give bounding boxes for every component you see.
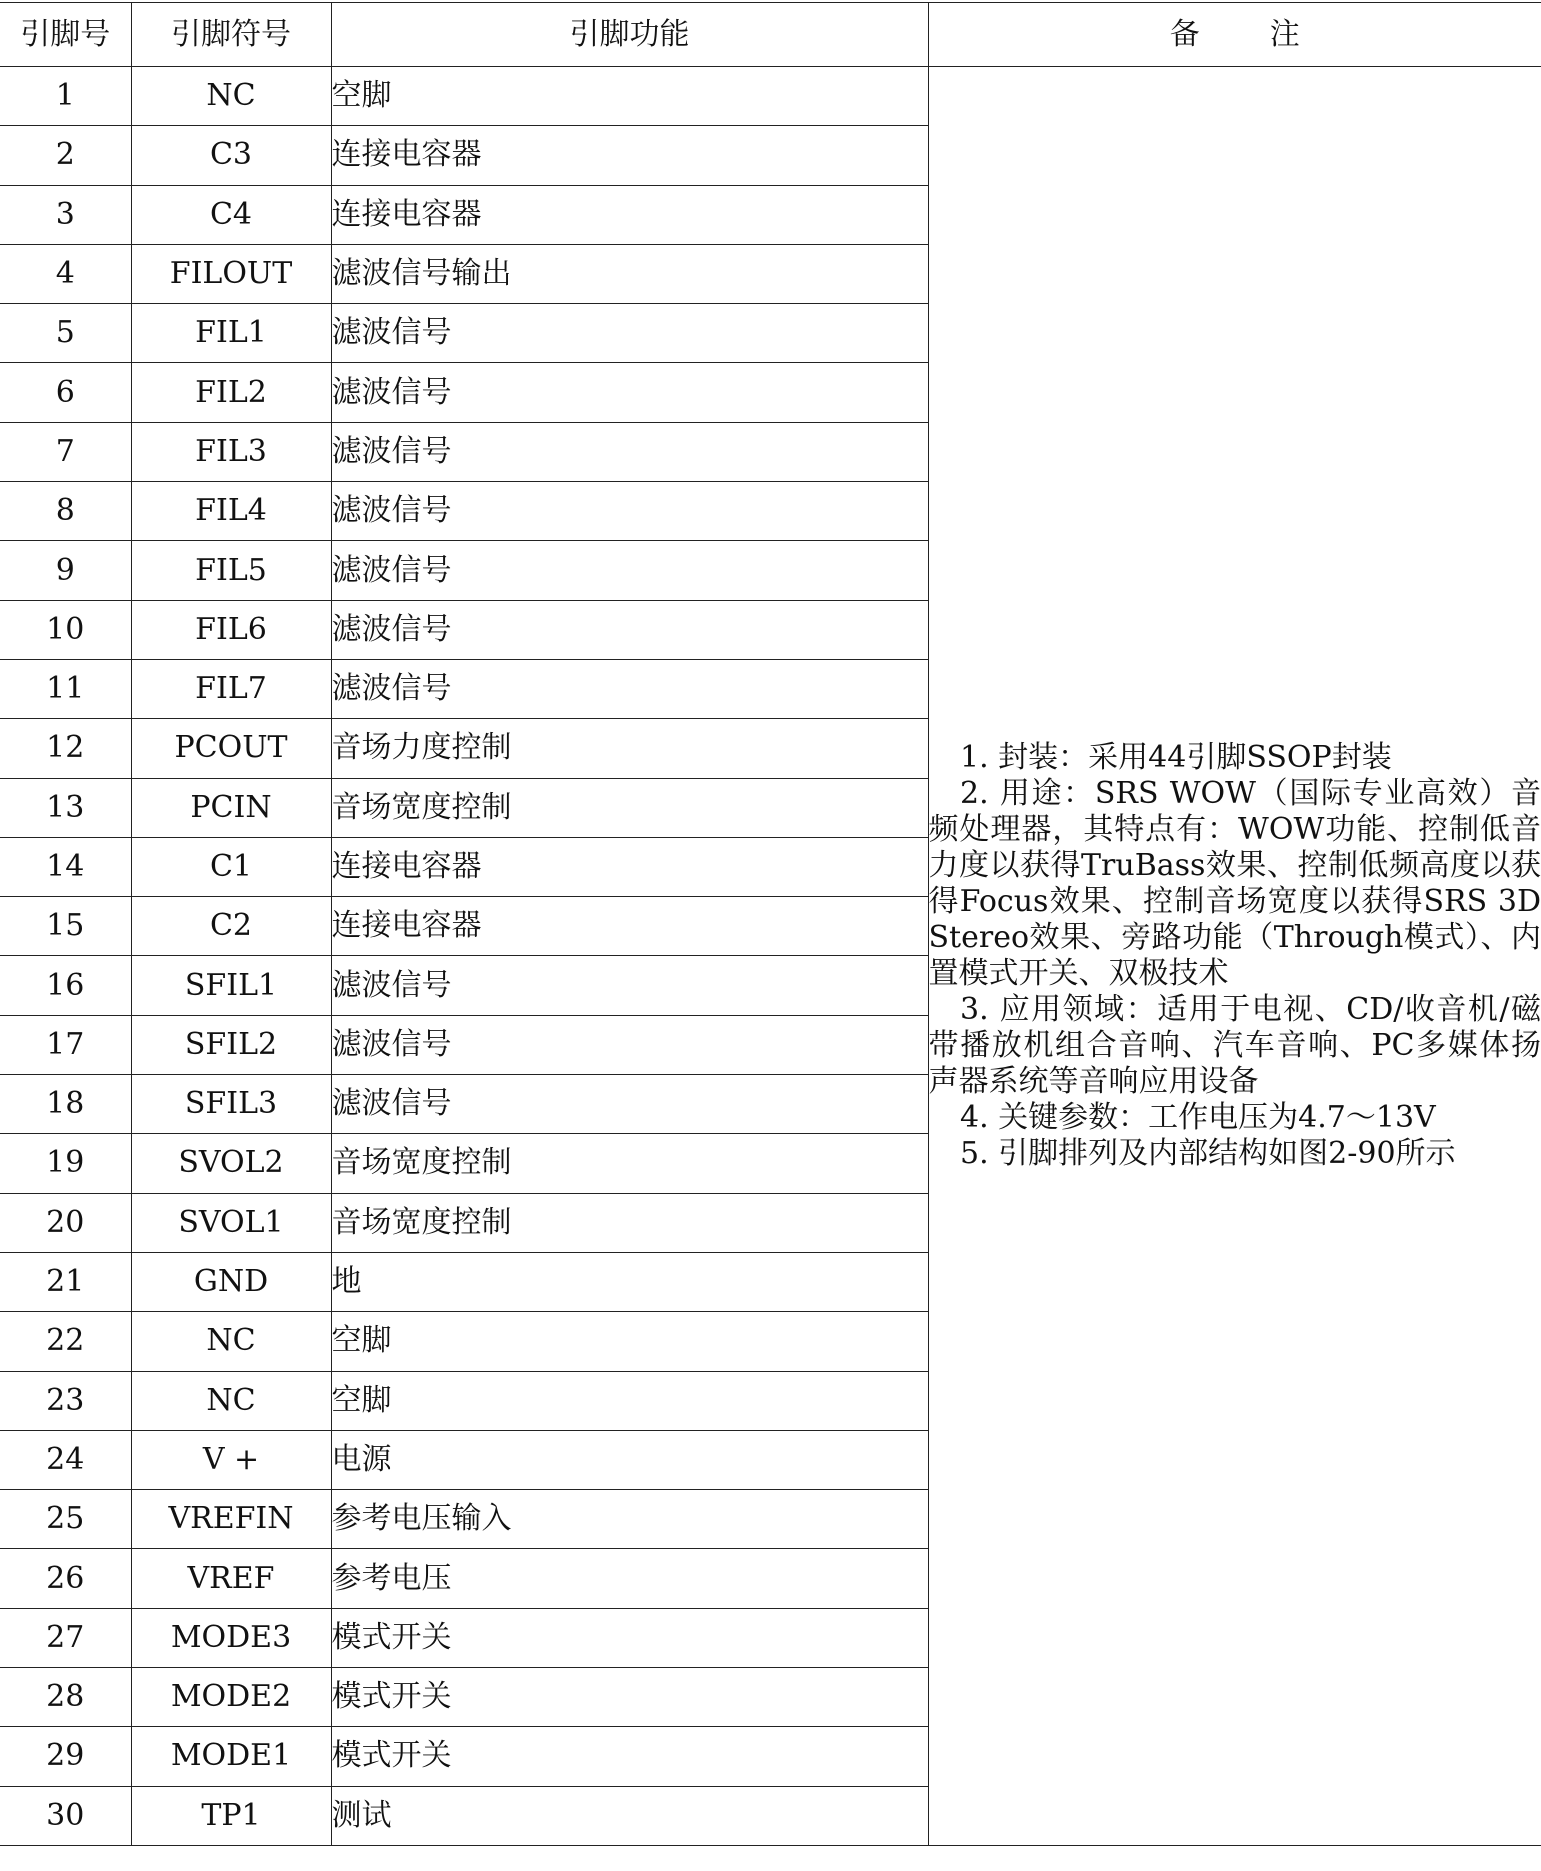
table-header-row: [0, 3, 1541, 67]
pin-function-cell: 空脚: [331, 1371, 928, 1430]
pin-number-cell: 23: [0, 1371, 131, 1430]
pin-function-cell: 滤波信号: [331, 363, 928, 422]
pin-function-cell: 音场力度控制: [331, 719, 928, 778]
pin-symbol-cell: FIL7: [131, 659, 331, 718]
note-item: 4. 关键参数：工作电压为4.7～13V: [960, 1099, 1436, 1135]
pin-symbol-cell: C4: [131, 185, 331, 244]
pin-function-cell: 连接电容器: [331, 126, 928, 185]
pin-function-cell: 连接电容器: [331, 837, 928, 896]
pin-symbol-cell: SFIL2: [131, 1015, 331, 1074]
pin-function-cell: 模式开关: [331, 1668, 928, 1727]
pin-function-cell: 滤波信号: [331, 304, 928, 363]
note-item: 2. 用途：SRS WOW（国际专业高效）音频处理器，其特点有：WOW功能、控制低音力度以获得TruBass效果、控制低频高度以获得Focus效果、控制音场宽度以获得SRS 3D Stereo效果、旁路功能（Through模式）、内置模式开关、双极技术: [928, 775, 1541, 991]
pin-number-cell: 10: [0, 600, 131, 659]
pin-function-cell: 电源: [331, 1430, 928, 1489]
pin-symbol-cell: GND: [131, 1252, 331, 1311]
pin-table: [0, 2, 1541, 1846]
pin-symbol-cell: FIL5: [131, 541, 331, 600]
pin-number-cell: 25: [0, 1490, 131, 1549]
header-pin-number: 引脚号: [0, 3, 131, 67]
pin-symbol-cell: SVOL1: [131, 1193, 331, 1252]
pin-function-cell: 模式开关: [331, 1727, 928, 1786]
pin-function-cell: 滤波信号: [331, 541, 928, 600]
pin-number-cell: 21: [0, 1252, 131, 1311]
header-notes: [928, 3, 1541, 67]
pin-function-cell: 参考电压输入: [331, 1490, 928, 1549]
pin-symbol-cell: PCIN: [131, 778, 331, 837]
pin-function-cell: 滤波信号: [331, 1015, 928, 1074]
pin-number-cell: 17: [0, 1015, 131, 1074]
pin-function-cell: 音场宽度控制: [331, 1134, 928, 1193]
pin-function-cell: 地: [331, 1252, 928, 1311]
pin-number-cell: 8: [0, 482, 131, 541]
pin-number-cell: 16: [0, 956, 131, 1015]
notes-cell: [928, 67, 1541, 1846]
pin-number-cell: 24: [0, 1430, 131, 1489]
header-pin-function: 引脚功能: [331, 3, 928, 67]
pin-function-cell: 滤波信号: [331, 659, 928, 718]
pin-number-cell: 20: [0, 1193, 131, 1252]
header-notes-char-2: 注: [1269, 16, 1300, 52]
pin-number-cell: 4: [0, 244, 131, 303]
pin-symbol-cell: FILOUT: [131, 244, 331, 303]
pin-number-cell: 29: [0, 1727, 131, 1786]
pin-function-cell: 连接电容器: [331, 185, 928, 244]
pin-symbol-cell: FIL1: [131, 304, 331, 363]
pin-symbol-cell: VREF: [131, 1549, 331, 1608]
pin-symbol-cell: MODE1: [131, 1727, 331, 1786]
header-notes-char-1: 备: [1169, 16, 1200, 52]
pin-function-cell: 滤波信号: [331, 1075, 928, 1134]
pin-symbol-cell: C1: [131, 837, 331, 896]
pin-number-cell: 14: [0, 837, 131, 896]
pin-number-cell: 15: [0, 897, 131, 956]
pin-symbol-cell: FIL4: [131, 482, 331, 541]
pin-number-cell: 6: [0, 363, 131, 422]
note-item: 1. 封装：采用44引脚SSOP封装: [960, 739, 1392, 775]
pin-number-cell: 11: [0, 659, 131, 718]
pin-symbol-cell: NC: [131, 67, 331, 126]
pin-symbol-cell: SFIL3: [131, 1075, 331, 1134]
pin-number-cell: 2: [0, 126, 131, 185]
pin-function-cell: 参考电压: [331, 1549, 928, 1608]
pin-number-cell: 9: [0, 541, 131, 600]
pin-symbol-cell: VREFIN: [131, 1490, 331, 1549]
pin-symbol-cell: NC: [131, 1371, 331, 1430]
pin-symbol-cell: NC: [131, 1312, 331, 1371]
pin-symbol-cell: C3: [131, 126, 331, 185]
pin-function-cell: 滤波信号: [331, 956, 928, 1015]
pin-symbol-cell: FIL2: [131, 363, 331, 422]
pin-symbol-cell: V +: [131, 1430, 331, 1489]
table-body: [0, 67, 1541, 1846]
pin-function-cell: 滤波信号: [331, 422, 928, 481]
pin-number-cell: 22: [0, 1312, 131, 1371]
pin-number-cell: 5: [0, 304, 131, 363]
pin-function-cell: 连接电容器: [331, 897, 928, 956]
pin-symbol-cell: MODE2: [131, 1668, 331, 1727]
pin-function-cell: 音场宽度控制: [331, 1193, 928, 1252]
pin-symbol-cell: PCOUT: [131, 719, 331, 778]
pin-symbol-cell: MODE3: [131, 1608, 331, 1667]
pin-function-cell: 滤波信号输出: [331, 244, 928, 303]
pin-symbol-cell: C2: [131, 897, 331, 956]
pin-number-cell: 13: [0, 778, 131, 837]
pin-symbol-cell: SFIL1: [131, 956, 331, 1015]
pin-number-cell: 18: [0, 1075, 131, 1134]
note-item: 5. 引脚排列及内部结构如图2-90所示: [960, 1135, 1456, 1171]
pin-number-cell: 19: [0, 1134, 131, 1193]
pin-number-cell: 28: [0, 1668, 131, 1727]
pin-function-cell: 滤波信号: [331, 482, 928, 541]
header-pin-symbol: 引脚符号: [131, 3, 331, 67]
pin-function-cell: 测试: [331, 1786, 928, 1845]
pin-function-cell: 滤波信号: [331, 600, 928, 659]
note-item: 3. 应用领域：适用于电视、CD/收音机/磁带播放机组合音响、汽车音响、PC多媒体扬声器系统等音响应用设备: [928, 991, 1541, 1099]
pin-number-cell: 7: [0, 422, 131, 481]
pin-number-cell: 1: [0, 67, 131, 126]
pin-function-cell: 模式开关: [331, 1608, 928, 1667]
pin-function-cell: 音场宽度控制: [331, 778, 928, 837]
table-row: [0, 67, 1541, 126]
pin-number-cell: 30: [0, 1786, 131, 1845]
pin-number-cell: 26: [0, 1549, 131, 1608]
pin-function-cell: 空脚: [331, 1312, 928, 1371]
pin-symbol-cell: SVOL2: [131, 1134, 331, 1193]
pin-number-cell: 12: [0, 719, 131, 778]
pin-number-cell: 3: [0, 185, 131, 244]
pin-symbol-cell: FIL6: [131, 600, 331, 659]
pin-symbol-cell: TP1: [131, 1786, 331, 1845]
pin-function-cell: 空脚: [331, 67, 928, 126]
pin-number-cell: 27: [0, 1608, 131, 1667]
pin-symbol-cell: FIL3: [131, 422, 331, 481]
